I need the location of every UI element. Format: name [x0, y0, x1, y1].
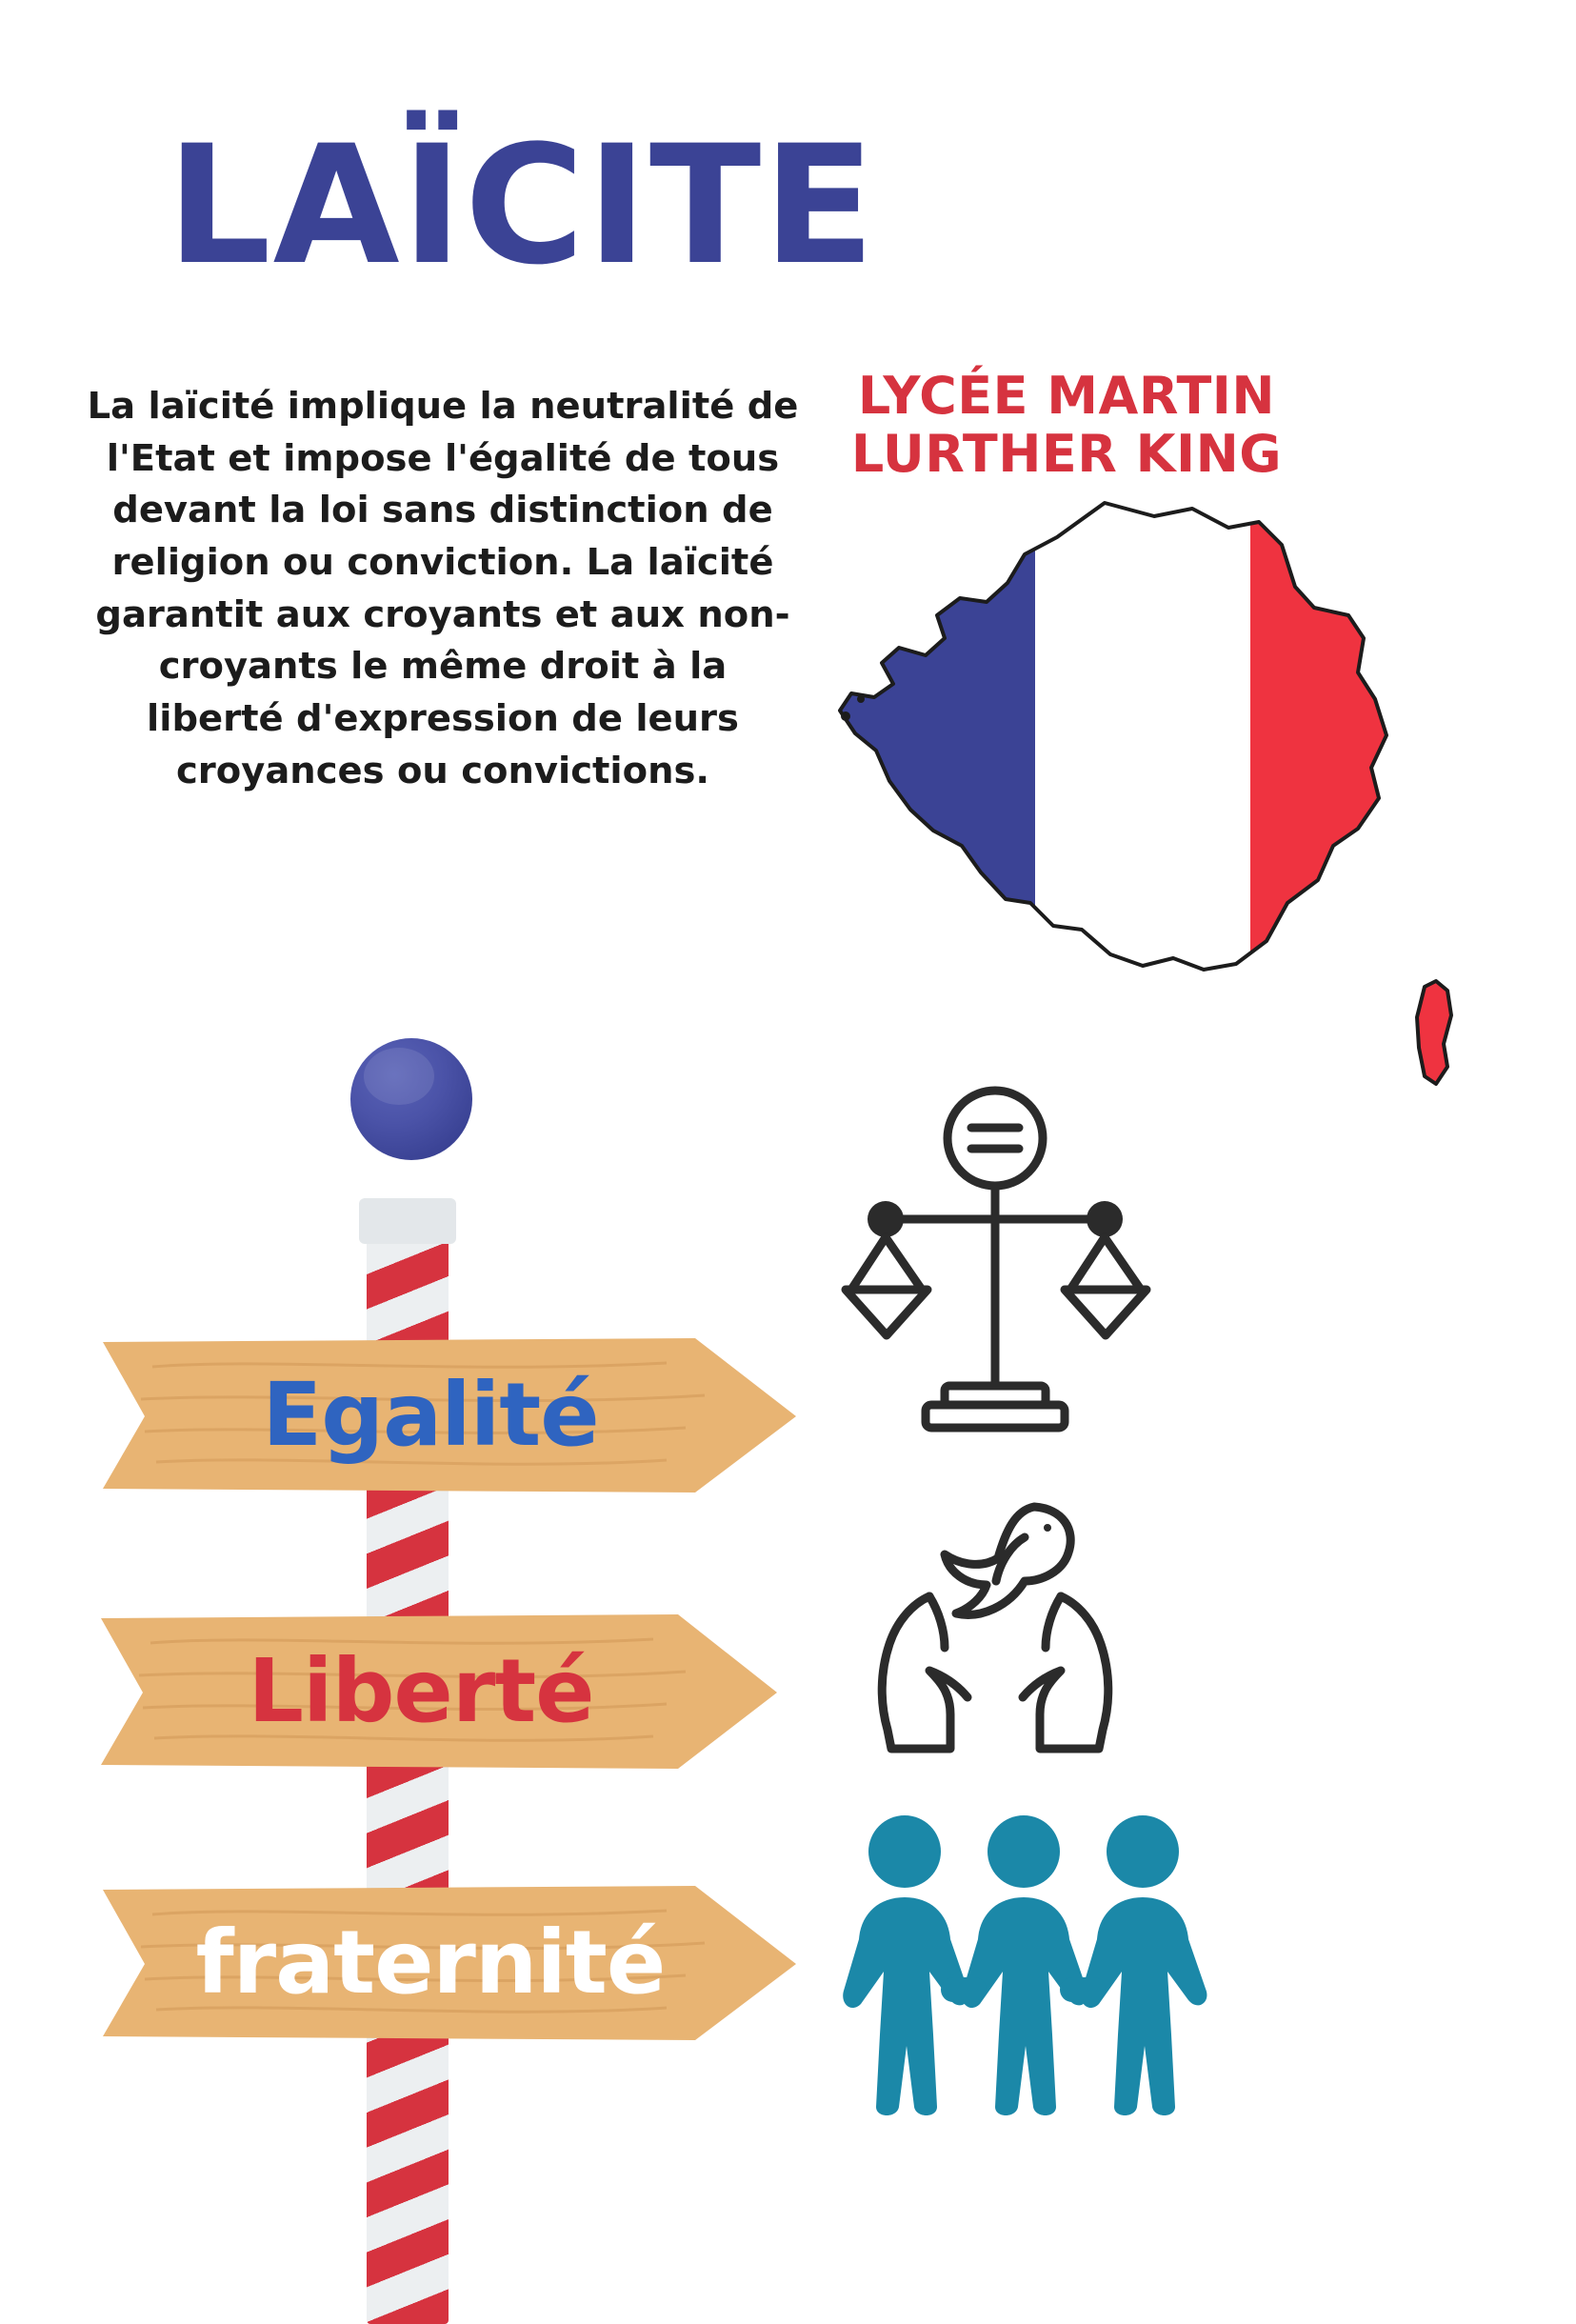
france-map [819, 495, 1466, 1105]
signpost-ball [350, 1038, 472, 1160]
balance-scales-icon [838, 1086, 1152, 1438]
sign-fraternite[interactable] [95, 1876, 800, 2048]
page-title: LAÏCITE [167, 110, 877, 301]
sign-fraternite-label: fraternité [195, 1911, 666, 2013]
intro-paragraph: La laïcité implique la neutralité de l'Etat et impose l'égalité de tous devant la loi sans distinction de religion ou conviction. La laïcité garantit aux croyants et aux non-croyants le même droit à la liberté d'expression de leurs croyances ou convictions. [87, 385, 799, 792]
school-name: LYCÉE MARTIN LURTHER KING [850, 366, 1283, 485]
sign-egalite[interactable] [95, 1329, 800, 1500]
signpost-collar [359, 1198, 456, 1244]
signpost [95, 1038, 857, 2229]
dove-in-hands-icon [838, 1486, 1152, 1772]
sign-liberte-label: Liberté [248, 1639, 594, 1742]
sign-liberte[interactable] [95, 1605, 781, 1776]
three-people-icon [838, 1810, 1209, 2124]
sign-egalite-label: Egalité [262, 1363, 599, 1466]
